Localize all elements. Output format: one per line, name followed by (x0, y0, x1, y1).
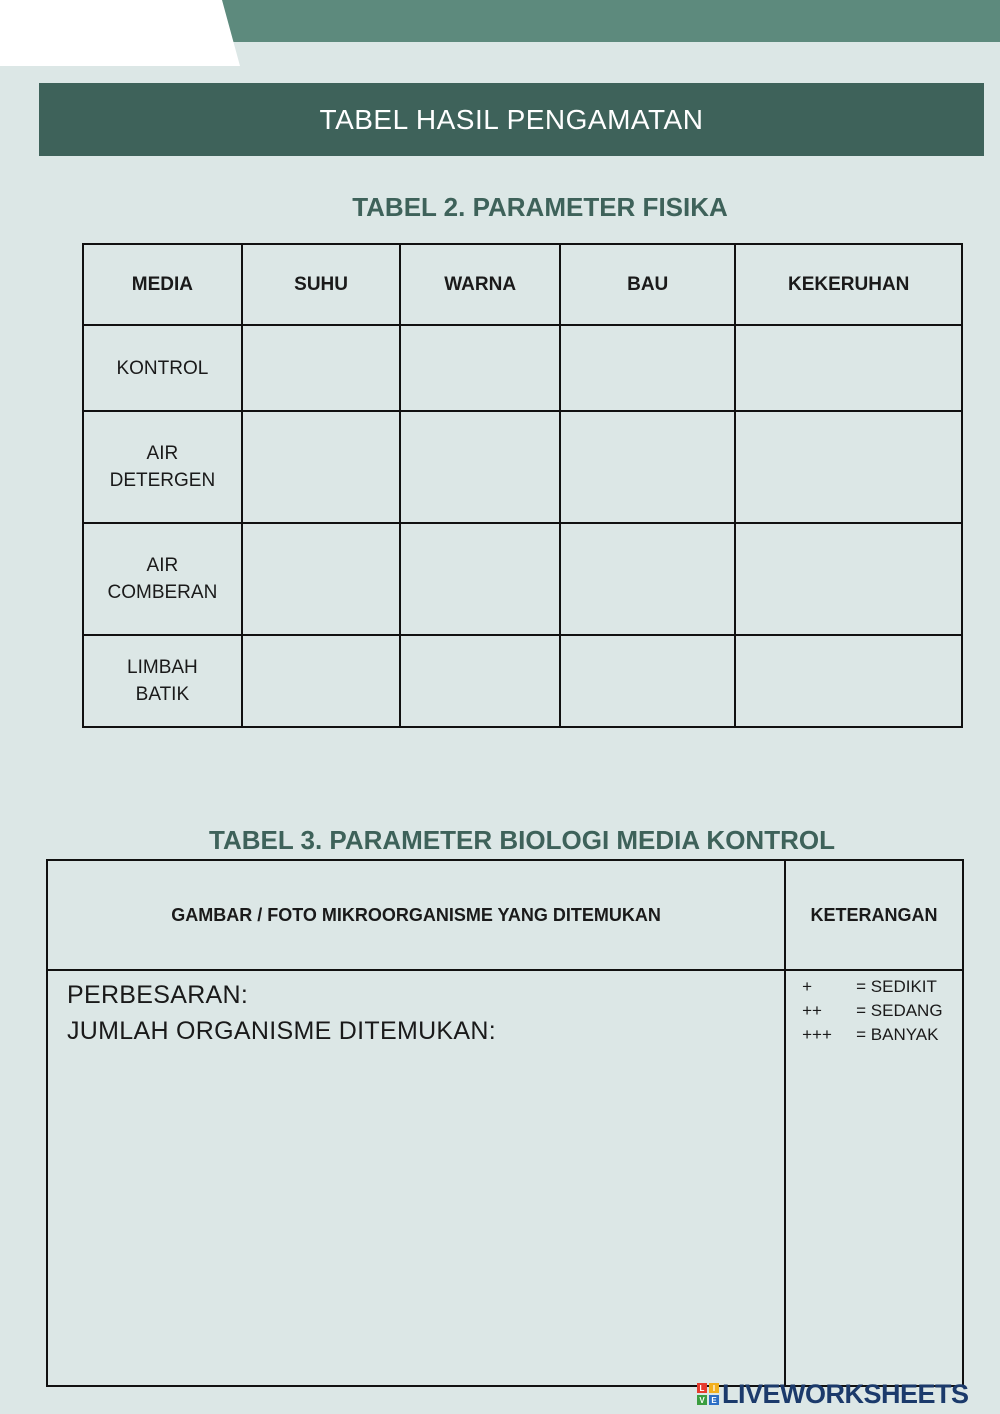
legend-cell (785, 970, 963, 1386)
table-row (83, 325, 962, 411)
physics-parameter-table (82, 243, 963, 728)
row-label (83, 411, 242, 523)
observation-area[interactable] (47, 970, 785, 1386)
liveworksheets-watermark (697, 1378, 969, 1410)
legend-symbol: +++ (802, 1025, 832, 1044)
legend-symbol: ++ (802, 1001, 822, 1020)
kekeruhan-cell[interactable] (735, 411, 962, 523)
header-keterangan: KETERANGAN (785, 860, 963, 970)
watermark-text: LIVEWORKSHEETS (722, 1378, 969, 1409)
page-banner (39, 83, 984, 156)
legend-meaning: = SEDIKIT (856, 977, 937, 996)
warna-cell[interactable] (400, 523, 560, 635)
suhu-cell[interactable] (242, 635, 401, 727)
warna-cell[interactable] (400, 635, 560, 727)
legend-item (802, 975, 962, 999)
kekeruhan-cell[interactable] (735, 635, 962, 727)
table-header-row (47, 860, 963, 970)
row-label (83, 523, 242, 635)
header-kekeruhan: KEKERUHAN (735, 244, 962, 325)
table2-title: TABEL 2. PARAMETER FISIKA (352, 192, 728, 222)
biology-parameter-table (46, 859, 964, 1387)
table-row (83, 411, 962, 523)
legend-meaning: = SEDANG (856, 1001, 943, 1020)
row-label-line2: BATIK (135, 684, 190, 705)
suhu-cell[interactable] (242, 325, 401, 411)
legend-item (802, 999, 962, 1023)
header-warna: WARNA (400, 244, 560, 325)
legend-item (802, 1023, 962, 1047)
bau-cell[interactable] (560, 411, 735, 523)
suhu-cell[interactable] (242, 411, 401, 523)
bau-cell[interactable] (560, 635, 735, 727)
header-suhu: SUHU (242, 244, 401, 325)
table3-title: TABEL 3. PARAMETER BIOLOGI MEDIA KONTROL (209, 825, 835, 855)
warna-cell[interactable] (400, 325, 560, 411)
table-row (83, 523, 962, 635)
row-label (83, 325, 242, 411)
banner-title: TABEL HASIL PENGAMATAN (319, 103, 704, 135)
legend-meaning: = BANYAK (856, 1025, 939, 1044)
organism-count-label: JUMLAH ORGANISME DITEMUKAN: (67, 1017, 496, 1045)
liveworksheets-logo-icon: L I V E (697, 1383, 719, 1405)
legend-symbol: + (802, 977, 813, 996)
suhu-cell[interactable] (242, 523, 401, 635)
row-label-line2: COMBERAN (107, 582, 218, 603)
table-header-row (83, 244, 962, 325)
legend (786, 971, 962, 1047)
row-label-line1: AIR (146, 555, 179, 576)
kekeruhan-cell[interactable] (735, 523, 962, 635)
header-media: MEDIA (83, 244, 242, 325)
row-label-line1: AIR (146, 443, 179, 464)
table-row (83, 635, 962, 727)
magnification-label: PERBESARAN: (67, 981, 249, 1009)
row-label-line1: KONTROL (116, 357, 209, 379)
header-gambar: GAMBAR / FOTO MIKROORGANISME YANG DITEMUKAN (47, 860, 785, 970)
row-label-line1: LIMBAH (127, 657, 198, 678)
top-corner-cutout (0, 0, 240, 66)
header-bau: BAU (560, 244, 735, 325)
row-label (83, 635, 242, 727)
bau-cell[interactable] (560, 523, 735, 635)
bau-cell[interactable] (560, 325, 735, 411)
table-row (47, 970, 963, 1386)
row-label-line2: DETERGEN (109, 470, 216, 491)
warna-cell[interactable] (400, 411, 560, 523)
kekeruhan-cell[interactable] (735, 325, 962, 411)
